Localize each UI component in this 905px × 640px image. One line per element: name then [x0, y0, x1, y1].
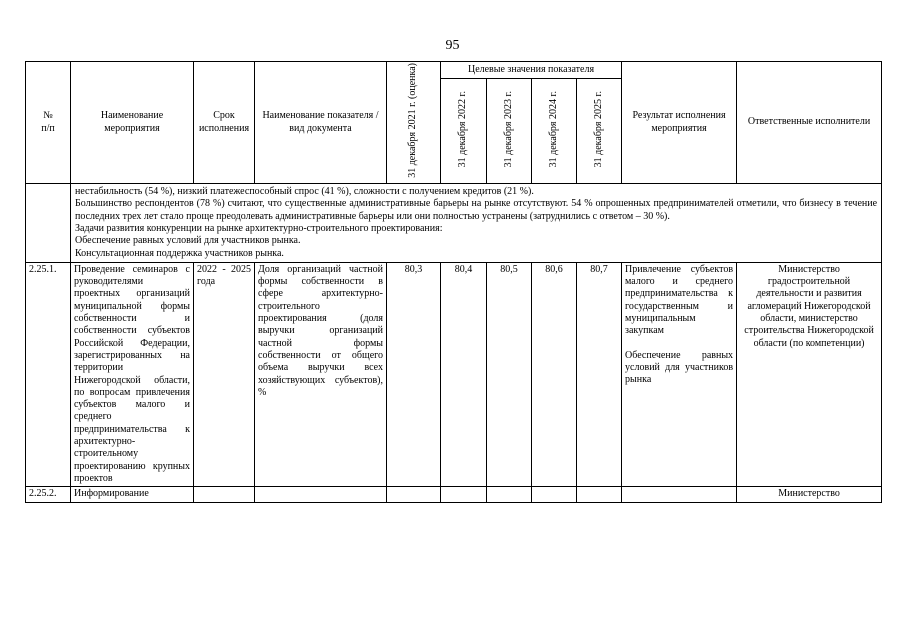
- table-row: [26, 262, 882, 486]
- measure-term: [194, 487, 255, 502]
- header-term: Срок исполнения: [194, 62, 255, 184]
- result-text-2: Обеспечение равных условий для участников рынка: [625, 349, 734, 386]
- result-text-1: Привлечение субъектов малого и среднего предпринимательства к государственным и муниципальным закупкам: [625, 263, 734, 337]
- measure-name: Проведение семинаров с руководителями проектных организаций муниципальной формы собственности и собственности субъектов Российской Федерации, зарегистрированных на территории Нижегородской области, по вопросам привлечения субъектов малого и среднего предпринимательства к архитектурно-строительному проектированию крупных проектов: [71, 262, 194, 486]
- header-target-group: Целевые значения показателя: [441, 62, 622, 79]
- row-number: 2.25.2.: [26, 487, 71, 502]
- indicator-name: [255, 487, 387, 502]
- header-2021-cell: [387, 62, 441, 184]
- intro-paragraph-2: Большинство респондентов (78 %) считают, что существенные административные барьеры на рынке отсутствуют. 54 % опрошенных предпринимателей отметили, что бизнесу в течение последних трех лет стало проще преодолевать административные барьеры или они полностью устранены (затруднились с ответом – 30 %).: [75, 198, 878, 222]
- indicator-name: Доля организаций частной формы собственности в сфере архитектурно-строительного проектирования (доля выручки организаций частной формы собственности от общего объема выручки всех хозяйствующих субъектов), %: [255, 262, 387, 486]
- header-2024-cell: [532, 78, 577, 183]
- header-2023-cell: [487, 78, 532, 183]
- header-no: № п/п: [26, 62, 71, 184]
- value-2021: [387, 487, 441, 502]
- value-2021: 80,3: [387, 262, 441, 486]
- header-indicator: Наименование показателя / вид документа: [255, 62, 387, 184]
- intro-empty-cell: [26, 184, 71, 263]
- intro-paragraph-5: Консультационная поддержка участников рынка.: [75, 247, 284, 259]
- value-2023: [487, 487, 532, 502]
- intro-paragraph-3: Задачи развития конкуренции на рынке архитектурно-строительного проектирования:: [75, 222, 443, 234]
- header-2021: 31 декабря 2021 г. (оценка): [407, 63, 419, 178]
- header-2022: 31 декабря 2022 г.: [457, 90, 469, 167]
- value-2025: [577, 487, 622, 502]
- measure-result: [622, 262, 737, 486]
- header-2025: 31 декабря 2025 г.: [592, 90, 604, 167]
- result-spacer: [625, 338, 733, 350]
- intro-text-cell: [71, 184, 882, 263]
- intro-row: [26, 184, 882, 263]
- value-2022: 80,4: [441, 262, 487, 486]
- measure-term: 2022 - 2025 года: [194, 262, 255, 486]
- header-name: Наименование мероприятия: [71, 62, 194, 184]
- value-2023: 80,5: [487, 262, 532, 486]
- header-2025-cell: [577, 78, 622, 183]
- header-row-1: [26, 62, 882, 79]
- header-responsible: Ответственные исполнители: [737, 62, 882, 184]
- measure-result: [622, 487, 737, 502]
- responsible-executors: Министерство: [737, 487, 882, 502]
- intro-paragraph-1: нестабильность (54 %), низкий платежеспособный спрос (41 %), сложности с получением кредитов (21 %).: [75, 186, 534, 198]
- header-2023: 31 декабря 2023 г.: [502, 90, 514, 167]
- measure-name: Информирование: [71, 487, 194, 502]
- header-2024: 31 декабря 2024 г.: [547, 90, 559, 167]
- value-2025: 80,7: [577, 262, 622, 486]
- row-number: 2.25.1.: [26, 262, 71, 486]
- value-2024: [532, 487, 577, 502]
- table-row: [26, 487, 882, 502]
- value-2022: [441, 487, 487, 502]
- measures-table: [25, 61, 882, 503]
- intro-paragraph-4: Обеспечение равных условий для участников рынка.: [75, 235, 301, 247]
- header-2022-cell: [441, 78, 487, 183]
- responsible-executors: Министерство градостроительной деятельности и развития агломераций Нижегородской области, министерство строительства Нижегородской области (по компетенции): [737, 262, 882, 486]
- page-number: 95: [445, 38, 460, 53]
- header-result: Результат исполнения мероприятия: [622, 62, 737, 184]
- value-2024: 80,6: [532, 262, 577, 486]
